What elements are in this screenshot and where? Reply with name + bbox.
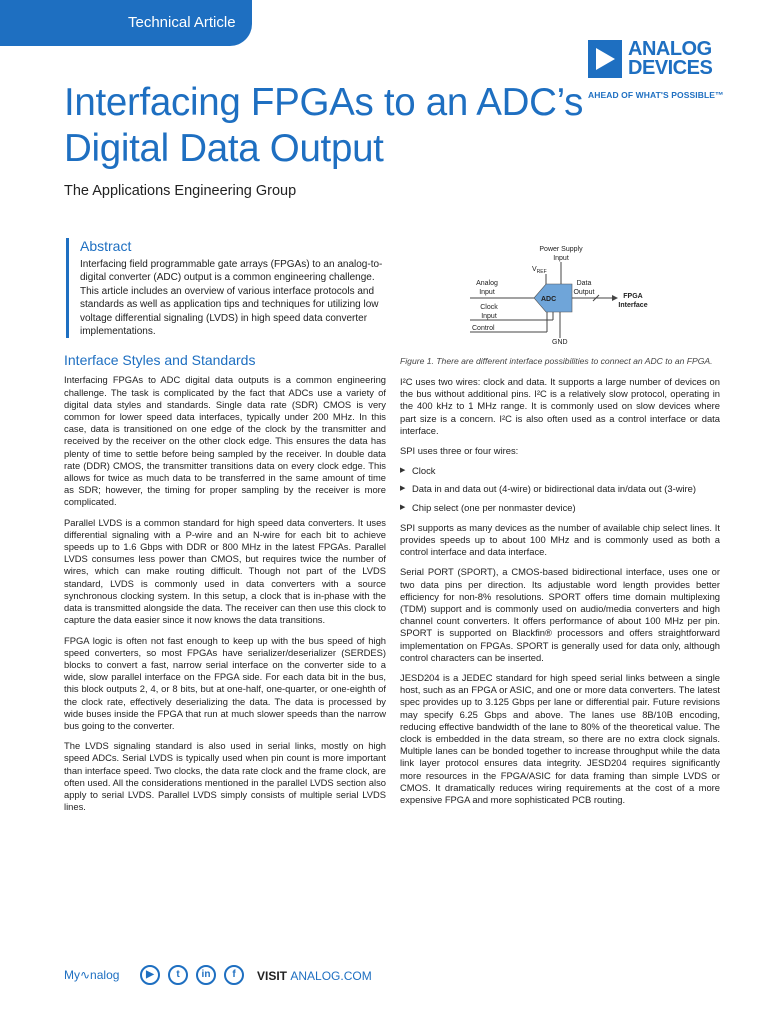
- body-paragraph: FPGA logic is often not fast enough to keep up with the bus speed of high speed converters, so most FPGAs have serializer/deserializer (SERDES) blocks to convert a fast, narrow serial interface on the converter side to a wide, slow parallel interface on the FPGA side. For each data bit in the bus, this block outputs 2, 4, or 8 bits, but at one-half, one-quarter, or one-eighth of the clock rate, effectively deserializing the data. The data is processed by wide buses inside the FPGA that run at much slower speeds than the narrow bus going to the converter.: [64, 634, 386, 731]
- left-column: [64, 238, 386, 821]
- bullet-triangle-icon: ▶: [400, 503, 406, 511]
- logo-line-2: DEVICES: [628, 57, 713, 79]
- facebook-icon[interactable]: f: [224, 965, 244, 985]
- vref-label: V: [532, 266, 537, 273]
- article-type-tag: [0, 0, 252, 46]
- article-title: Interfacing FPGAs to an ADC’s Digital Data Output: [64, 81, 584, 170]
- body-paragraph: JESD204 is a JEDEC standard for high speed serial links between a single host, such as an FPGA or ASIC, and one or more data converters. The latest spec provides up to 3.125 Gbps per lane or differential pair. Future revisions may specify 6.25 Gbps and above. The lanes use 8B/10B encoding, reducing effective bandwidth of the lane to 80% of the theoretical value. The clock is embedded in the data stream, so there are no extra clock signals. Multiple lanes can be bonded together to increase throughput while the data link layer protocol ensures data integrity. JESD204 requires significantly more resources in the FPGA/ASIC for data framing than simple LVDS or CMOS. It dramatically reduces wiring requirements at the cost of a more expensive FPGA and more sophisticated PCB routing.: [400, 672, 720, 806]
- section-heading-interface-styles: Interface Styles and Standards: [64, 352, 256, 369]
- body-paragraph: The LVDS signaling standard is also used in serial links, mostly on high speed ADCs. Serial LVDS is typically used when pin count is more important than interface speed. Two clocks, the data rate clock and the frame clock, are often used. All the considerations mentioned in the parallel LVDS section also apply to serial LVDS. Parallel LVDS simply consists of multiple serial LVDS lines.: [64, 740, 386, 813]
- fpga-label: FPGA: [623, 293, 643, 300]
- list-item: ▶ Chip select (one per nonmaster device): [400, 501, 576, 513]
- linkedin-icon[interactable]: in: [196, 965, 216, 985]
- data-output-arrow-icon: [612, 295, 618, 301]
- abstract-block: [66, 238, 386, 338]
- visit-label: VISIT: [257, 969, 288, 983]
- youtube-icon[interactable]: ▶: [140, 965, 160, 985]
- power-supply-input-label: Input: [553, 255, 569, 262]
- logo-tagline: AHEAD OF WHAT'S POSSIBLE™: [588, 90, 724, 100]
- article-author: The Applications Engineering Group: [64, 183, 297, 199]
- power-supply-label: Power Supply: [539, 246, 583, 253]
- clock-label: Clock: [480, 304, 498, 311]
- body-paragraph: I²C uses two wires: clock and data. It supports a large number of devices on the bus without additional pins. I²C is a relatively slow protocol, operating in the 400 kHz to 1 MHz range. It is commonly used on slow devices where part size is a concern. I²C is also often used as a control interface or data interface.: [400, 376, 720, 436]
- list-item: ▶ Clock: [400, 465, 436, 477]
- analog-devices-triangle-icon: [588, 40, 622, 78]
- visit-url[interactable]: ANALOG.COM: [290, 969, 372, 983]
- adc-fpga-block-diagram: [400, 240, 720, 346]
- abstract-heading: Abstract: [80, 238, 132, 254]
- adc-label: ADC: [541, 296, 557, 303]
- gnd-label: GND: [552, 339, 568, 346]
- bullet-triangle-icon: ▶: [400, 485, 406, 493]
- control-label: Control: [472, 325, 495, 332]
- body-paragraph: Serial PORT (SPORT), a CMOS-based bidirectional interface, uses one or two data pins per direction. Its adjustable word length provides better efficiency for non-8% resolutions. SPORT offers time domain multiplexing (TDM) support and is commonly used on audio/media converters and high channel count converters. It offers performance of about 100 MHz per pin. SPORT is supported on Blackfin® processors and offers straightforward implementation on FPGAs. SPORT is generally used for data only, although control characters can be inserted.: [400, 566, 720, 663]
- analog-label: Analog: [476, 280, 498, 287]
- myanalog-link[interactable]: My∿nalog: [64, 968, 120, 982]
- article-type-label: Technical Article: [128, 14, 236, 31]
- analog-input-label: Input: [479, 289, 495, 296]
- body-paragraph: Interfacing FPGAs to ADC digital data outputs is a common engineering challenge. The task is complicated by the fact that ADCs use a variety of digital data styles and standards. Single data rate (SDR) CMOS is very common for lower speed data interfaces, typically under 200 MHz. In this case, data is transitioned on one edge of the clock by the transmitter and received by the receiver on the other clock edge. This ensures the data has plenty of time to settle before being sampled by the receiver. In double data rate (DDR) CMOS, the transmitter transitions data on every clock edge. This allows for twice as much data to be transferred in the same amount of time as SDR; however, the timing for proper sampling by the receiver is more complicated.: [64, 374, 386, 508]
- body-paragraph: Parallel LVDS is a common standard for high speed data converters. It uses differential signaling with a P-wire and an N-wire for each bit to achieve speeds up to 1.6 Gbps with DDR or 800 MHz in the latest FPGAs. Parallel LVDS consumes less power than CMOS, but requires twice the number of wires, which can make routing difficult. Though not part of the LVDS standard, LVDS is commonly used in data converters with a source synchronous clocking system. In this setup, a clock that is in-phase with the data is transmitted alongside the data. The receiver can then use this clock to capture the data easier since it now knows the data transitions.: [64, 516, 386, 626]
- logo-line-1: ANALOG: [628, 38, 712, 60]
- figure-1-diagram: [400, 240, 720, 346]
- body-paragraph: SPI supports as many devices as the number of available chip select lines. It provides speeds up to about 100 MHz and is commonly used as both a control interface and data interface.: [400, 521, 720, 558]
- fpga-interface-label: Interface: [618, 302, 648, 309]
- twitter-icon[interactable]: t: [168, 965, 188, 985]
- vref-subscript: REF: [536, 269, 547, 275]
- list-item: ▶ Data in and data out (4-wire) or bidirectional data in/data out (3-wire): [400, 483, 697, 495]
- bullet-triangle-icon: ▶: [400, 467, 406, 475]
- footer-bar: [64, 965, 384, 987]
- data-output-label: Output: [573, 289, 595, 296]
- right-column: [400, 240, 720, 814]
- spi-wire-list: [400, 465, 720, 514]
- visit-link[interactable]: [257, 969, 372, 983]
- svg-text:VREF: [532, 266, 547, 275]
- data-label: Data: [576, 280, 592, 287]
- figure-caption: Figure 1. There are different interface possibilities to connect an ADC to an FPGA.: [400, 356, 713, 366]
- clock-input-label: Input: [481, 313, 497, 320]
- body-paragraph: SPI uses three or four wires:: [400, 445, 519, 457]
- abstract-text: Interfacing field programmable gate arrays (FPGAs) to an analog-to-digital converter (ADC) output is a common engineering challenge. This article includes an overview of various interface protocols and standards as well as application tips and techniques for utilizing low voltage differential signaling (LVDS) in high speed data converter implementations.: [80, 259, 383, 338]
